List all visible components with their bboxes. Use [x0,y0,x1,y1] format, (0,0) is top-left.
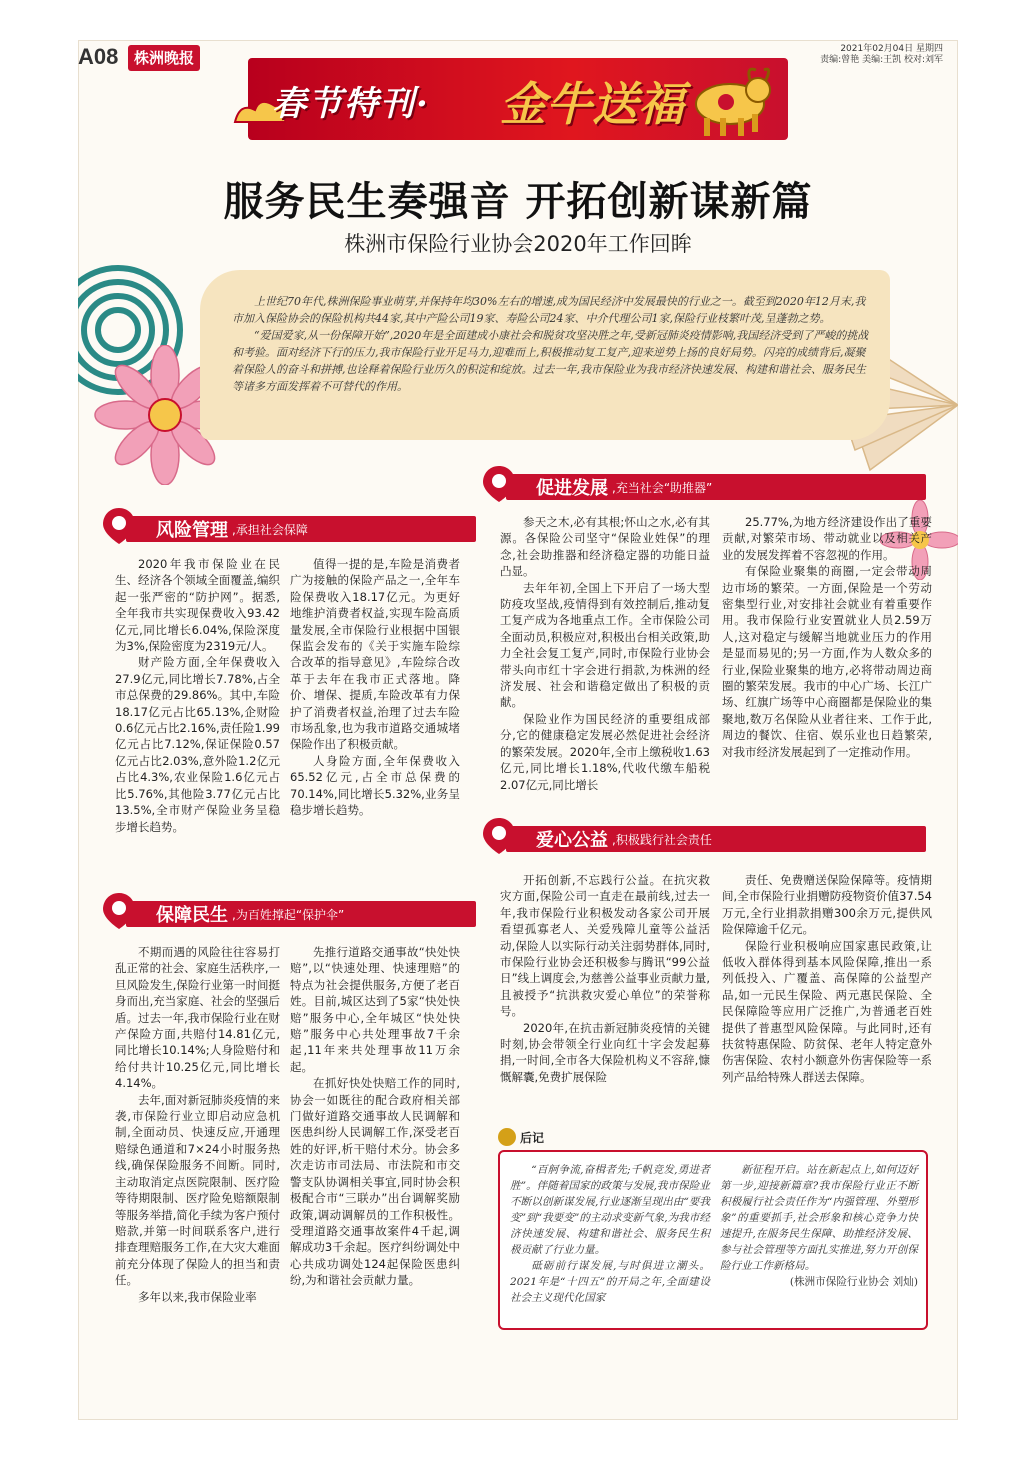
intro-text [232,293,872,395]
paragraph: 保险行业积极响应国家惠民政策,让低收入群体得到基本风险保障,推出一系列低投入、广覆盖、高保障的公益型产品,如一元民生保险、两元惠民保险、全民保障险等应用广泛推广,为普通老百姓提供了普惠型风险保障。与此同时,还有扶贫特惠保险、防贫保、老年人特定意外伤害保险、农村小额意外伤害保险等一系列产品给特殊人群送去保障。 [722,938,932,1084]
page-number: A08 [78,44,119,69]
afterword-label-text: 后记 [520,1130,545,1145]
paragraph: 有保险业聚集的商圈,一定会带动周边市场的繁荣。一方面,保险是一个劳动密集型行业,对安排社会就业有着重要作用。我市保险行业安置就业人员2.59万人,这对稳定与缓解当地就业压力的作用是显而易见的;另一方面,作为人数众多的行业,保险业聚集的地方,必将带动周边商圈的繁荣发展。我市的中心广场、长江广场、红旗广场等中心商圈都是保险业的集聚地,数万名保险从业者往来、工作于此,周边的餐饮、住宿、娱乐业也日趋繁荣,对我市经济发展起到了一定推动作用。 [722,564,932,759]
paragraph: 不期而遇的风险往往容易打乱正常的社会、家庭生活秩序,一旦风险发生,保险行业第一时间挺身而出,充当家庭、社会的坚强后盾。过去一年,我市保险行业在财产保险方面,共赔付14.81亿元,同比增长10.14%;人身险赔付和给付共计10.25亿元,同比增长4.14%。 [115,945,280,1091]
paragraph: 参天之木,必有其根;怀山之水,必有其源。各保险公司坚守“保险业姓保”的理念,社会助推器和经济稳定器的功能日益凸显。 [500,515,710,579]
section-title: 风险管理 [156,520,228,541]
paragraph: 人身险方面,全年保费收入65.52亿元,占全市总保费的70.14%,同比增长5.32%,业务呈稳步增长趋势。 [290,753,460,818]
afterword-column-1 [510,1162,710,1306]
development-column-1 [500,514,710,793]
sub-headline: 株洲市保险行业协会2020年工作回眸 [344,232,692,256]
paragraph: 保险业作为国民经济的重要组成部分,它的健康稳定发展必然促进社会经济的繁荣发展。2020年,全市上缴税收1.63亿元,同比增长1.18%,代收代缴车船税2.07亿元,同比增长 [500,711,710,792]
section-tagline: ,承担社会保障 [232,522,308,537]
paragraph: 去年年初,全国上下开启了一场大型防疫攻坚战,疫情得到有效控制后,推动复工复产成为各地重点工作。全市保险公司全面动员,积极应对,积极出台相关政策,助力全社会复工复产,同时,市保险行业协会带头向市红十字会进行捐款,为株洲的经济发展、社会和谐稳定做出了积极的贡献。 [500,580,710,710]
section-tagline: ,充当社会“助推器” [612,480,713,495]
paragraph: 2020年我市保险业在民生、经济各个领域全面覆盖,编织起一张严密的“防护网”。据悉,全年我市共实现保费收入93.42亿元,同比增长6.04%,保险深度为3%,保险密度为2319元/人。 [115,557,280,654]
banner-title: 春节特刊· [272,84,430,124]
paragraph: 财产险方面,全年保费收入27.9亿元,同比增长7.78%,占全市总保费的29.86%。其中,车险18.17亿元占比65.13%,企财险0.6亿元占比2.16%,责任险1.99亿元占比7.12%,保证保险0.57亿元占比2.03%,意外险1.2亿元占比4.3%,农业保险1.6亿元占比5.76%,其他险3.77亿元占比13.5%,全市财产保险业务呈稳步增长趋势。 [115,655,280,834]
signature: (株洲市保险行业协会 刘灿) [789,1276,918,1288]
paragraph: 值得一提的是,车险是消费者广为接触的保险产品之一,全年车险保费收入18.17亿元。为更好地维护消费者权益,实现车险高质量发展,全市保险行业根据中国银保监会发布的《关于实施车险综合改革的指导意见》,车险综合改革于去年在我市正式落地。降价、增保、提质,车险改革有力保护了消费者权益,治理了过去车险市场乱象,也为我市道路交通城堵保险作出了积极贡献。 [290,557,460,752]
risk-column-1 [115,556,280,835]
paragraph: 新征程开启。站在新起点上,如何迈好第一步,迎接新篇章?我市保险行业正不断积极履行社会责任作为“内强管理、外塑形象”的重要抓手,社会形象和核心竞争力快速提升,在服务民生保障、助推经济发展、参与社会管理等方面扎实推进,努力开创保险行业工作新格局。 [720,1164,918,1272]
paragraph: 砥砺前行谋发展,与时俱进立潮头。2021年是“十四五”的开局之年,全面建设社会主义现代化国家 [510,1260,710,1304]
dateline [820,44,943,66]
livelihood-column-1 [115,944,280,1305]
development-column-2 [722,514,932,760]
section-title: 保障民生 [156,905,228,926]
livelihood-column-2 [290,944,460,1289]
afterword-column-2 [720,1162,918,1290]
risk-column-2 [290,556,460,819]
intro-paragraph: “爱国爱家,从一份保障开始”,2020年是全面建成小康社会和脱贫攻坚决胜之年,受新冠肺炎疫情影响,我国经济受到了严峻的挑战和考验。面对经济下行的压力,我市保险行业开足马力,迎难而上,积极推动复工复产,迎来逆势上扬的良好局势。闪亮的成绩背后,凝聚着保险人的奋斗和拼搏,也诠释着保险行业历久的积淀和绽放。过去一年,我市保险业为我市经济快速发展、构建和谐社会、服务民生等诸多方面发挥着不可替代的作用。 [232,329,869,393]
paragraph: 25.77%,为地方经济建设作出了重要贡献,对繁荣市场、带动就业以及相关产业的发展发挥着不容忽视的作用。 [722,515,932,562]
issue-date: 2021年02月04日 星期四 [840,44,943,54]
paragraph: 去年,面对新冠肺炎疫情的来袭,市保险行业立即启动应急机制,全面动员、快速反应,开通理赔绿色通道和7×24小时服务热线,确保保险服务不间断。同时,主动取消定点医院限制、医疗险等待期限制、医疗险免赔额限制等服务举措,简化手续为客户预付赔款,并第一时间联系客户,进行排查理赔服务工作,在大灾大难面前充分体现了保险人的担当和责任。 [115,1092,280,1288]
section-tagline: ,积极践行社会责任 [612,832,712,847]
charity-column-1 [500,872,710,1085]
editor-credits: 责编:曾艳 美编:王凯 校对:刘军 [820,55,943,65]
banner-subtitle: 金牛送福 [500,77,684,131]
afterword-label [498,1128,544,1146]
paragraph: 责任、免费赠送保险保障等。疫情期间,全市保险行业捐赠防疫物资价值37.54万元,全行业捐款捐赠300余万元,提供风险保障逾千亿元。 [722,873,932,937]
paragraph: 在抓好快处快赔工作的同时,协会一如既往的配合政府相关部门做好道路交通事故人民调解和医患纠纷人民调解工作,深受老百姓的好评,析干赔付术分。协会多次走访市司法局、市法院和市交警支队协调相关事宜,同时协会积极配合市“三联办”出台调解奖励政策,调动调解员的工作积极性。受理道路交通事故案件4千起,调解成功3千余起。医疗纠纷调处中心共成功调处124起保险医患纠纷,为和谐社会贡献力量。 [290,1076,460,1288]
charity-column-2 [722,872,932,1085]
section-tagline: ,为百姓撑起“保护伞” [232,907,345,922]
section-title: 促进发展 [536,478,608,499]
paragraph: 2020年,在抗击新冠肺炎疫情的关键时刻,协会带领全行业向红十字会发起募捐,一时间,全市各大保险机构义不容辞,慷慨解囊,免费扩展保险 [500,1020,710,1084]
paragraph: “百舸争流,奋楫者先;千帆竞发,勇进者胜”。伴随着国家的政策与发展,我市保险业不断以创新谋发展,行业逐渐呈现出由“要我变”到“我要变”的主动求变新气象,为我市经济快速发展、构建和谐社会、服务民生积极贡献了行业力量。 [510,1164,710,1256]
paragraph: 先推行道路交通事故“快处快赔”,以“快速处理、快速理赔”的特点为社会提供服务,方便了老百姓。目前,城区达到了5家“快处快赔”服务中心,全年城区“快处快赔”服务中心共处理事故7千余起,11年来共处理事故11万余起。 [290,945,460,1074]
section-title: 爱心公益 [536,830,608,851]
bullet-icon [498,1128,516,1146]
main-headline: 服务民生奏强音 开拓创新谋新篇 [223,179,813,225]
intro-paragraph: 上世纪70年代,株洲保险事业萌芽,并保持年均30%左右的增速,成为国民经济中发展最快的行业之一。截至到2020年12月末,我市加入保险协会的保险机构共44家,其中产险公司19家、寿险公司24家、中介代理公司1家,保险行业枝繁叶茂,呈蓬勃之势。 [232,295,866,325]
paragraph: 开拓创新,不忘践行公益。在抗灾救灾方面,保险公司一直走在最前线,过去一年,我市保险行业积极发动各家公司开展看望孤寡老人、关爱残障儿童等公益活动,保险人以实际行动关注弱势群体,同时,市保险行业协会还积极参与腾讯“99公益日”线上调度会,为慈善公益事业贡献力量,且被授予“抗洪救灾爱心单位”的荣誉称号。 [500,873,710,1019]
paper-logo: 株洲晚报 [128,45,200,71]
ox-icon [680,52,780,142]
paragraph: 多年以来,我市保险业率 [138,1289,257,1304]
